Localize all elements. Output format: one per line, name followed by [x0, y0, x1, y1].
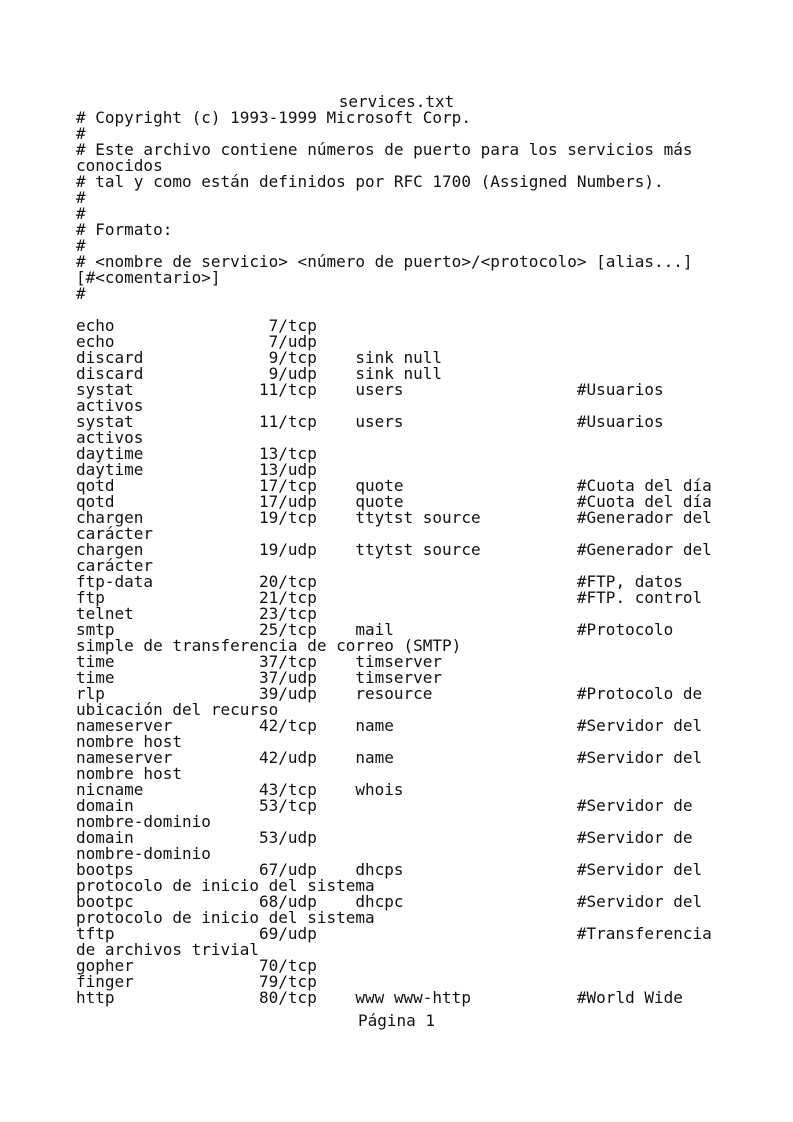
text-line: telnet 23/tcp	[76, 604, 317, 623]
text-line: ftp-data 20/tcp #FTP, datos	[76, 572, 683, 591]
text-line: ubicación del recurso	[76, 700, 279, 719]
text-line: #	[76, 204, 86, 223]
text-line: # Este archivo contiene números de puerto para los servicios más	[76, 140, 693, 159]
document-body	[76, 110, 736, 1006]
document-title: services.txt	[338, 92, 455, 111]
text-line: ftp 21/tcp #FTP. control	[76, 588, 703, 607]
text-line: chargen 19/tcp ttytst source #Generador del	[76, 508, 712, 527]
text-line: protocolo de inicio del sistema	[76, 908, 375, 927]
text-line: protocolo de inicio del sistema	[76, 876, 375, 895]
text-line: systat 11/tcp users #Usuarios	[76, 412, 664, 431]
text-line: tftp 69/udp #Transferencia	[76, 924, 712, 943]
text-line: conocidos	[76, 156, 163, 175]
text-line: bootpc 68/udp dhcpc #Servidor del	[76, 892, 703, 911]
text-line: http 80/tcp www www-http #World Wide	[76, 988, 683, 1007]
text-line: bootps 67/udp dhcps #Servidor del	[76, 860, 703, 879]
text-line: echo 7/udp	[76, 332, 317, 351]
text-line: finger 79/tcp	[76, 972, 317, 991]
text-line: discard 9/udp sink null	[76, 364, 443, 383]
text-line: discard 9/tcp sink null	[76, 348, 443, 367]
text-line: time 37/udp timserver	[76, 668, 443, 687]
text-line: daytime 13/udp	[76, 460, 317, 479]
text-line: activos	[76, 428, 144, 447]
text-line: # Copyright (c) 1993-1999 Microsoft Corp.	[76, 108, 471, 127]
text-line: de archivos trivial	[76, 940, 260, 959]
text-line: #	[76, 188, 86, 207]
text-line: carácter	[76, 524, 154, 543]
text-line: echo 7/tcp	[76, 316, 317, 335]
text-line: nombre-dominio	[76, 812, 211, 831]
text-line: # tal y como están definidos por RFC 1700 (Assigned Numbers).	[76, 172, 664, 191]
text-line: nombre-dominio	[76, 844, 211, 863]
text-line: #	[76, 236, 86, 255]
text-line: nombre host	[76, 764, 182, 783]
text-line: simple de transferencia de correo (SMTP)	[76, 636, 462, 655]
text-line: rlp 39/udp resource #Protocolo de	[76, 684, 703, 703]
text-line: carácter	[76, 556, 154, 575]
text-line: qotd 17/udp quote #Cuota del día	[76, 492, 712, 511]
text-line: [#<comentario>]	[76, 268, 221, 287]
text-line: nombre host	[76, 732, 182, 751]
text-line: nameserver 42/tcp name #Servidor del	[76, 716, 703, 735]
text-line: nicname 43/tcp whois	[76, 780, 404, 799]
text-line: activos	[76, 396, 144, 415]
text-line: domain 53/udp #Servidor de	[76, 828, 693, 847]
text-line: #	[76, 124, 86, 143]
text-line: chargen 19/udp ttytst source #Generador del	[76, 540, 712, 559]
text-line: nameserver 42/udp name #Servidor del	[76, 748, 703, 767]
text-line: qotd 17/tcp quote #Cuota del día	[76, 476, 712, 495]
text-line: time 37/tcp timserver	[76, 652, 443, 671]
page-number: Página 1	[357, 1011, 436, 1030]
text-line: # <nombre de servicio> <número de puerto>/<protocolo> [alias...]	[76, 252, 693, 271]
text-line: gopher 70/tcp	[76, 956, 317, 975]
text-line: # Formato:	[76, 220, 173, 239]
text-line: smtp 25/tcp mail #Protocolo	[76, 620, 674, 639]
text-line: #	[76, 284, 86, 303]
text-line: daytime 13/tcp	[76, 444, 317, 463]
text-line: domain 53/tcp #Servidor de	[76, 796, 693, 815]
text-line: systat 11/tcp users #Usuarios	[76, 380, 664, 399]
